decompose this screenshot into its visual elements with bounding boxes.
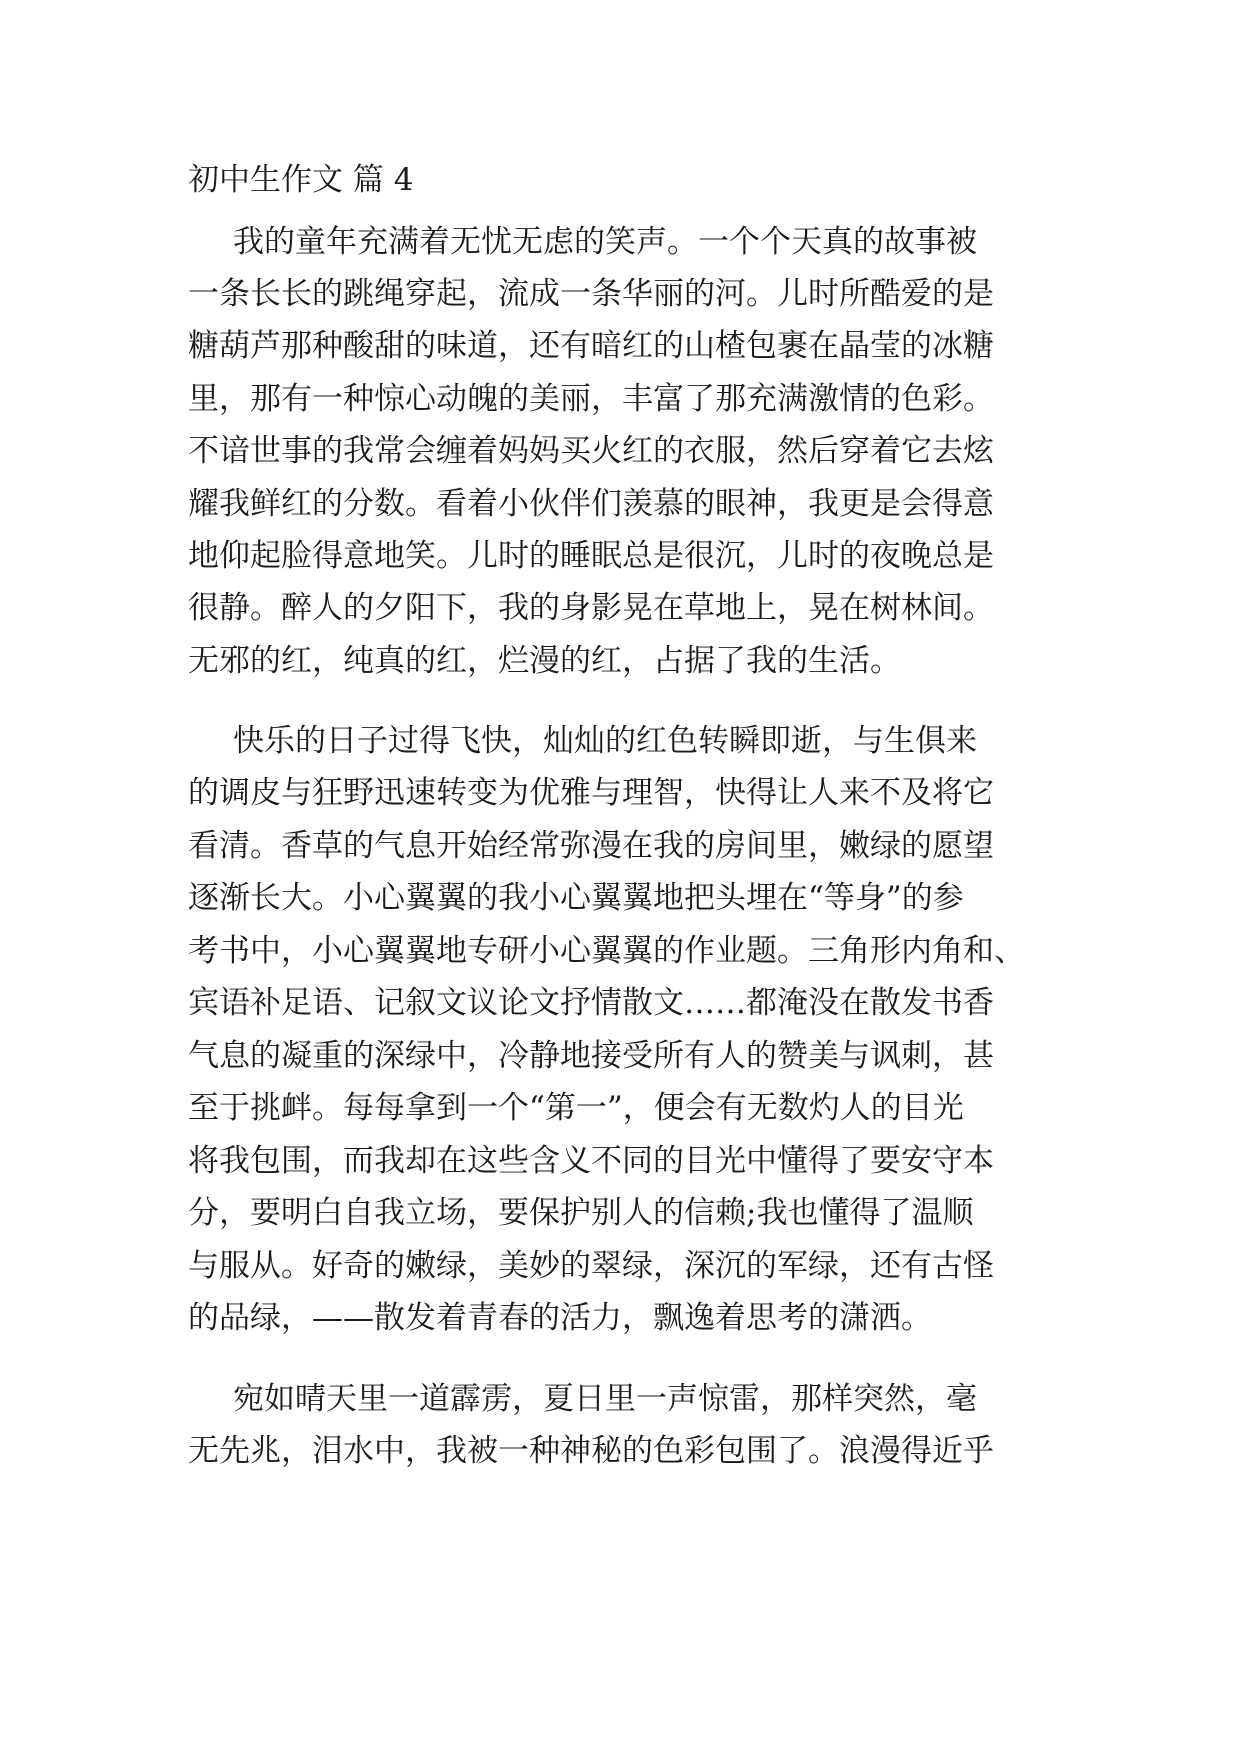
text-line-1: 我的童年充满着无忧无虑的笑声。一个个天真的故事被 (233, 224, 977, 260)
text-line-8: 很静。醉人的夕阳下，我的身影晃在草地上，晃在树林间。 (188, 590, 994, 626)
text-line-5: 不谙世事的我常会缠着妈妈买火红的衣服，然后穿着它去炫 (188, 433, 994, 469)
text-line-13: 逐渐长大。小心翼翼的我小心翼翼地把头埋在“等身”的参 (188, 880, 964, 916)
text-line-6: 耀我鲜红的分数。看着小伙伴们羡慕的眼神，我更是会得意 (188, 486, 994, 522)
text-line-10: 快乐的日子过得飞快，灿灿的红色转瞬即逝，与生俱来 (233, 723, 977, 759)
text-line-23: 无先兆，泪水中，我被一种神秘的色彩包围了。浪漫得近乎 (188, 1433, 994, 1469)
text-line-19: 分，要明白自我立场，要保护别人的信赖;我也懂得了温顺 (188, 1195, 974, 1231)
text-line-9: 无邪的红，纯真的红，烂漫的红，占据了我的生活。 (188, 643, 901, 679)
text-line-14: 考书中，小心翼翼地专研小心翼翼的作业题。三角形内角和、 (188, 933, 1025, 969)
text-line-12: 看清。香草的气息开始经常弥漫在我的房间里，嫩绿的愿望 (188, 828, 994, 864)
text-line-17: 至于挑衅。每每拿到一个“第一”，便会有无数灼人的目光 (188, 1090, 964, 1126)
text-line-16: 气息的凝重的深绿中，冷静地接受所有人的赞美与讽刺，甚 (188, 1038, 994, 1074)
text-line-21: 的品绿，——散发着青春的活力，飘逸着思考的潇洒。 (188, 1300, 932, 1336)
essay-title: 初中生作文 篇 4 (188, 162, 414, 198)
text-line-4: 里，那有一种惊心动魄的美丽，丰富了那充满激情的色彩。 (188, 381, 994, 417)
text-line-18: 将我包围，而我却在这些含义不同的目光中懂得了要安守本 (188, 1143, 994, 1179)
text-line-11: 的调皮与狂野迅速转变为优雅与理智，快得让人来不及将它 (188, 775, 994, 811)
text-line-15: 宾语补足语、记叙文议论文抒情散文……都淹没在散发书香 (188, 985, 994, 1021)
text-line-22: 宛如晴天里一道霹雳，夏日里一声惊雷，那样突然，毫 (233, 1381, 977, 1417)
text-line-20: 与服从。好奇的嫩绿，美妙的翠绿，深沉的军绿，还有古怪 (188, 1248, 994, 1284)
text-line-3: 糖葫芦那种酸甜的味道，还有暗红的山楂包裹在晶莹的冰糖 (188, 328, 994, 364)
text-line-7: 地仰起脸得意地笑。儿时的睡眠总是很沉，儿时的夜晚总是 (188, 538, 994, 574)
text-line-2: 一条长长的跳绳穿起，流成一条华丽的河。儿时所酷爱的是 (188, 276, 994, 312)
